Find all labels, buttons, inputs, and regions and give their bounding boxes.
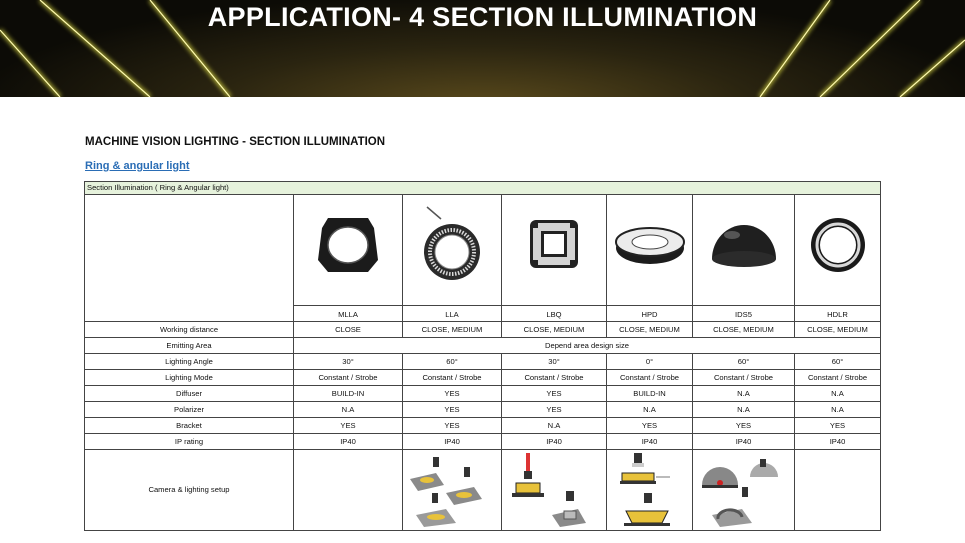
cell: N.A xyxy=(795,386,881,402)
setup-label: Camera & lighting setup xyxy=(85,450,294,531)
cell: BUILD-IN xyxy=(294,386,403,402)
product-name: MLLA xyxy=(294,306,403,322)
blank-cell xyxy=(85,195,294,322)
cell: IP40 xyxy=(403,434,502,450)
table-row xyxy=(85,322,881,338)
table-row xyxy=(85,370,881,386)
setup-diagram-lbq xyxy=(502,450,607,531)
table-row xyxy=(85,338,881,354)
cell: CLOSE, MEDIUM xyxy=(502,322,607,338)
cell: IP40 xyxy=(294,434,403,450)
cell: 60° xyxy=(795,354,881,370)
cell: N.A xyxy=(693,402,795,418)
row-label: Diffuser xyxy=(85,386,294,402)
cell: IP40 xyxy=(502,434,607,450)
merged-cell: Depend area design size xyxy=(294,338,881,354)
cell: N.A xyxy=(502,418,607,434)
product-name: LLA xyxy=(403,306,502,322)
cell: YES xyxy=(403,386,502,402)
cell: CLOSE, MEDIUM xyxy=(607,322,693,338)
cell: IP40 xyxy=(607,434,693,450)
cell: Constant / Strobe xyxy=(795,370,881,386)
row-label: IP rating xyxy=(85,434,294,450)
cell: N.A xyxy=(795,402,881,418)
table-row xyxy=(85,434,881,450)
cell: YES xyxy=(502,402,607,418)
product-image-lla xyxy=(403,195,502,306)
product-name: IDS5 xyxy=(693,306,795,322)
row-label: Polarizer xyxy=(85,402,294,418)
row-label: Lighting Angle xyxy=(85,354,294,370)
product-name: HDLR xyxy=(795,306,881,322)
row-label: Working distance xyxy=(85,322,294,338)
cell: CLOSE, MEDIUM xyxy=(693,322,795,338)
product-image-hdlr xyxy=(795,195,881,306)
ring-angular-light-link[interactable]: Ring & angular light xyxy=(85,160,190,172)
cell: YES xyxy=(294,418,403,434)
product-name: HPD xyxy=(607,306,693,322)
cell: BUILD-IN xyxy=(607,386,693,402)
row-label: Bracket xyxy=(85,418,294,434)
table-row xyxy=(85,354,881,370)
table-row xyxy=(85,386,881,402)
banner-title: APPLICATION- 4 SECTION ILLUMINATION xyxy=(207,2,758,32)
setup-cell-empty xyxy=(294,450,403,531)
product-image-hpd xyxy=(607,195,693,306)
cell: YES xyxy=(502,386,607,402)
cell: YES xyxy=(403,418,502,434)
table-row xyxy=(85,402,881,418)
setup-diagram-ids5 xyxy=(693,450,795,531)
cell: CLOSE xyxy=(294,322,403,338)
cell: 60° xyxy=(403,354,502,370)
product-image-ids5 xyxy=(693,195,795,306)
cell: Constant / Strobe xyxy=(502,370,607,386)
cell: YES xyxy=(607,418,693,434)
cell: N.A xyxy=(607,402,693,418)
cell: 30° xyxy=(294,354,403,370)
row-label: Lighting Mode xyxy=(85,370,294,386)
product-image-lbq xyxy=(502,195,607,306)
cell: IP40 xyxy=(795,434,881,450)
cell: 30° xyxy=(502,354,607,370)
cell: YES xyxy=(403,402,502,418)
header-banner xyxy=(0,0,965,97)
setup-cell-empty xyxy=(795,450,881,531)
spec-table xyxy=(84,181,881,531)
setup-diagram-hpd xyxy=(607,450,693,531)
cell: YES xyxy=(693,418,795,434)
row-label: Emitting Area xyxy=(85,338,294,354)
product-image-mlla xyxy=(294,195,403,306)
cell: Constant / Strobe xyxy=(403,370,502,386)
cell: 0° xyxy=(607,354,693,370)
cell: Constant / Strobe xyxy=(294,370,403,386)
cell: IP40 xyxy=(693,434,795,450)
cell: N.A xyxy=(294,402,403,418)
cell: 60° xyxy=(693,354,795,370)
cell: CLOSE, MEDIUM xyxy=(795,322,881,338)
cell: Constant / Strobe xyxy=(693,370,795,386)
cell: Constant / Strobe xyxy=(607,370,693,386)
table-row xyxy=(85,418,881,434)
cell: N.A xyxy=(693,386,795,402)
setup-row xyxy=(85,450,881,531)
product-name: LBQ xyxy=(502,306,607,322)
section-heading: MACHINE VISION LIGHTING - SECTION ILLUMINATION xyxy=(85,136,386,148)
cell: CLOSE, MEDIUM xyxy=(403,322,502,338)
setup-diagram-lla xyxy=(403,450,502,531)
table-caption: Section Illumination ( Ring & Angular light) xyxy=(85,182,881,195)
product-image-row xyxy=(85,195,881,306)
cell: YES xyxy=(795,418,881,434)
